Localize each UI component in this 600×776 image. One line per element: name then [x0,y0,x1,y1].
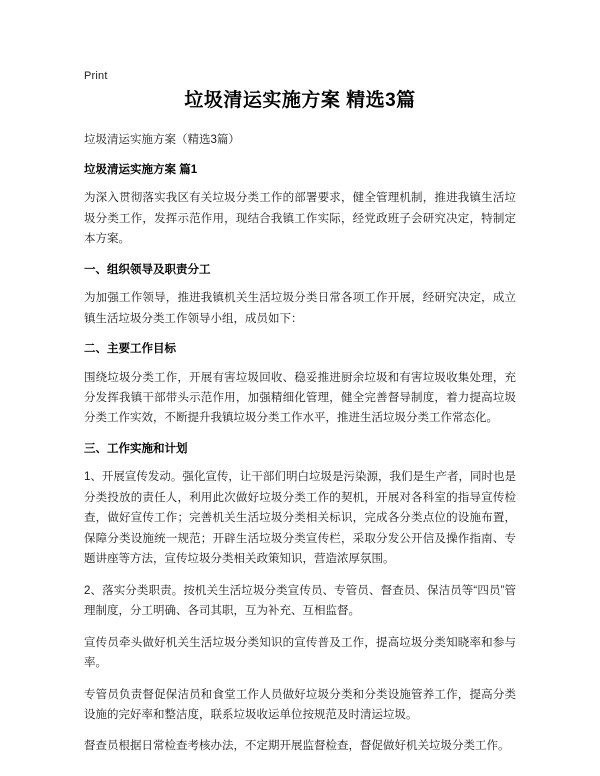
section-heading: 一、组织领导及职责分工 [84,263,211,276]
page-title: 垃圾清运实施方案 精选3篇 [184,90,416,111]
paragraph: 围绕垃圾分类工作，开展有害垃圾回收、稳妥推进厨余垃圾和有害垃圾收集处理，充分发挥我镇干部带头示范作用，加强精细化管理，健全完善督导制度，着力提高垃圾分类工作实效，不断提升我镇垃圾分类工作水平，推进生活垃圾分类工作常态化。 [84,371,516,425]
print-label[interactable]: Print [84,70,108,82]
paragraph: 为深入贯彻落实我区有关垃圾分类工作的部署要求，健全管理机制，推进我镇生活垃圾分类工作，发挥示范作用，现结合我镇工作实际，经党政班子会研究决定，特制定本方案。 [84,192,516,246]
paragraph: 为加强工作领导，推进我镇机关生活垃圾分类日常各项工作开展，经研究决定，成立镇生活垃圾分类工作领导小组，成员如下： [84,292,516,325]
document-subtitle: 垃圾清运实施方案（精选3篇） [84,133,240,146]
section-heading: 二、主要工作目标 [84,343,176,356]
paragraph: 专管员负责督促保洁员和食堂工作人员做好垃圾分类和分类设施管养工作，提高分类设施的完好率和整洁度，联系垃圾收运单位按规范及时清运垃圾。 [84,688,516,721]
paragraph: 督查员根据日常检查考核办法，不定期开展监督检查，督促做好机关垃圾分类工作。 [84,740,510,753]
section-heading: 三、工作实施和计划 [84,442,188,455]
paragraph: 宣传员牵头做好机关生活垃圾分类知识的宣传普及工作，提高垃圾分类知晓率和参与率。 [84,636,516,670]
paragraph: 2、落实分类职责。按机关生活垃圾分类宣传员、专管员、督查员、保洁员等“四员”管理制度，分工明确、各司其职，互为补充、互相监督。 [84,584,516,618]
paragraph: 1、开展宣传发动。强化宣传，让干部们明白垃圾是污染源，我们是生产者，同时也是分类投放的责任人，利用此次做好垃圾分类工作的契机，开展对各科室的指导宣传检查，做好宣传工作；完善机关生活垃圾分类相关标识，完成各分类点位的设施布置，保障分类设施统一规范；开辟生活垃圾分类宣传栏，采取分发公开信及操作指南、专题讲座等方法，宣传垃圾分类相关政策知识，营造浓厚氛围。 [84,471,516,566]
document-content [84,88,516,757]
section-heading: 垃圾清运实施方案 篇1 [84,163,198,176]
